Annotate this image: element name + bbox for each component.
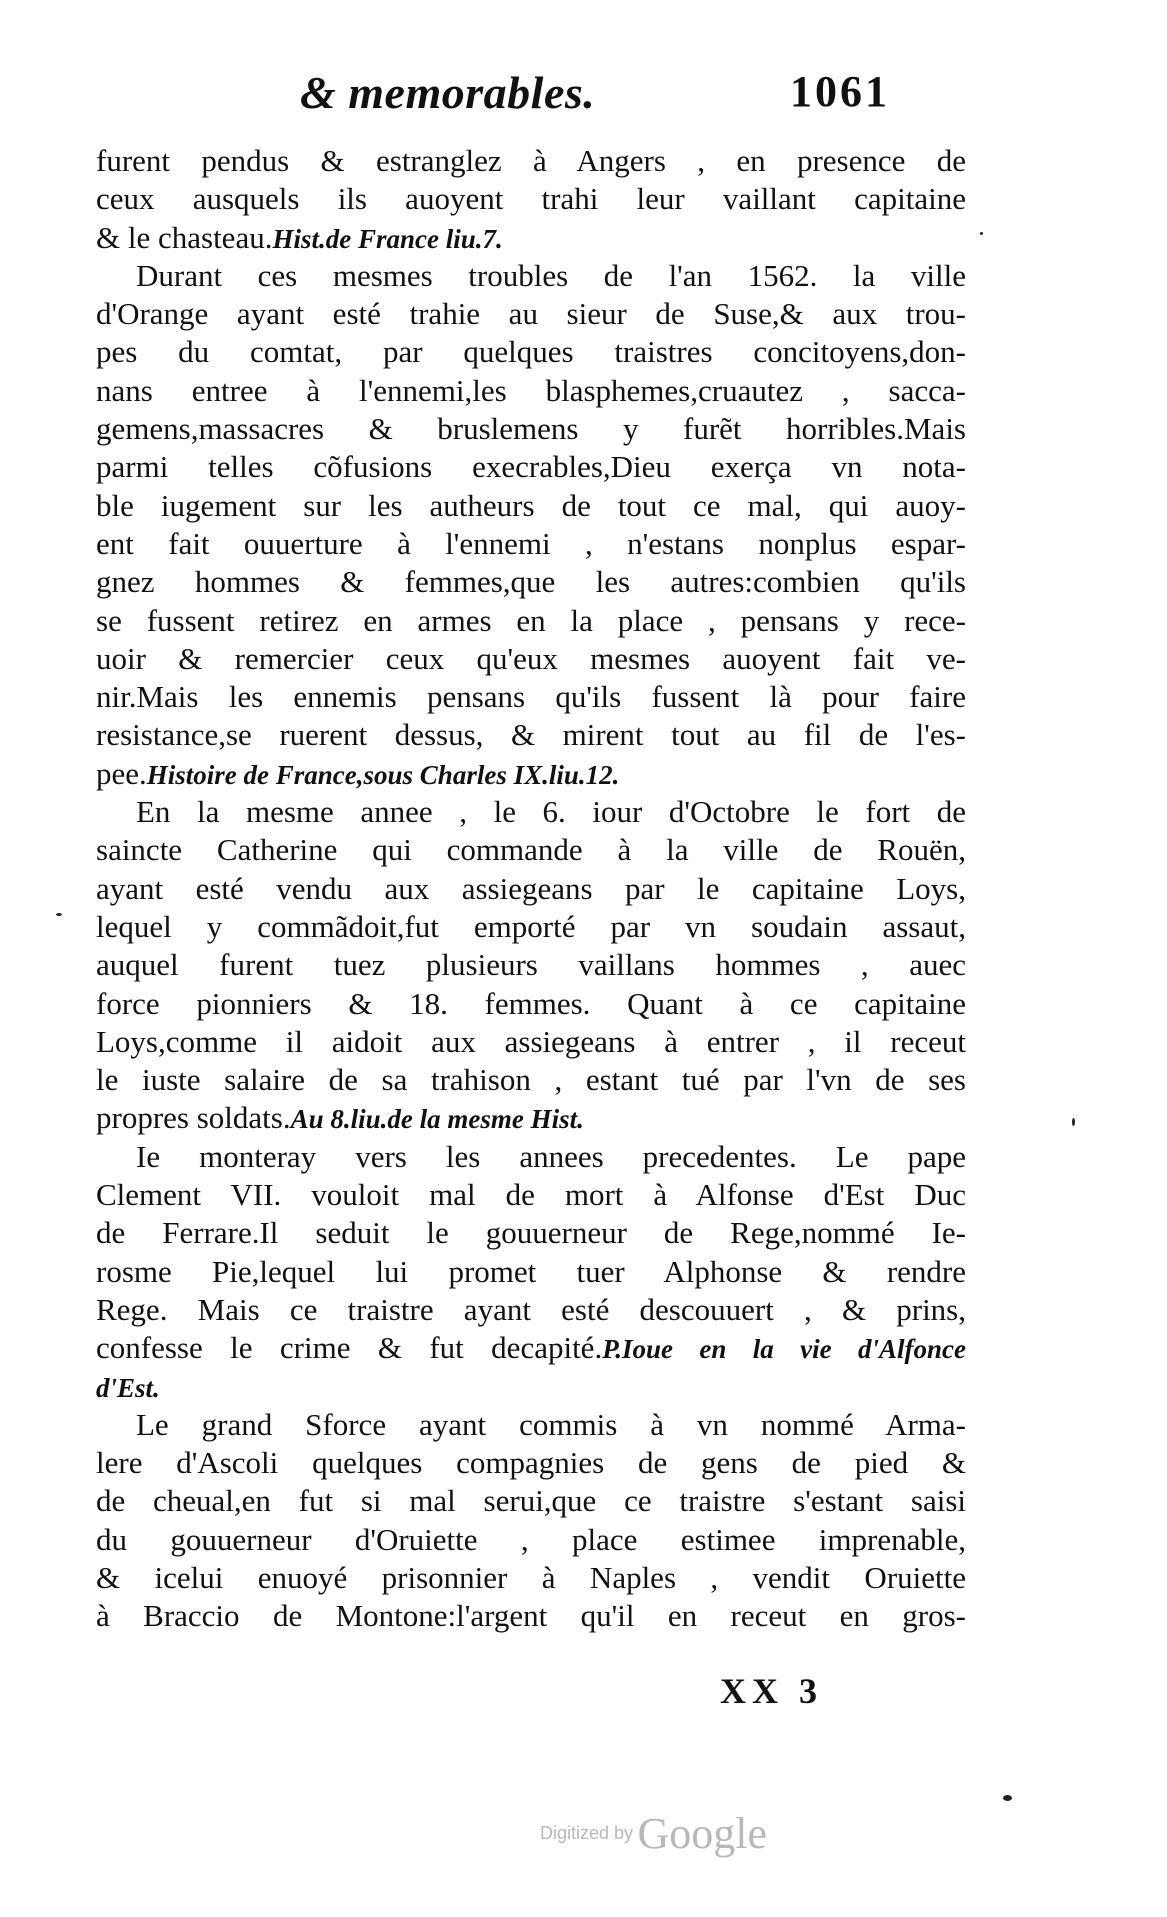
text-line bbox=[96, 985, 966, 1023]
text-line bbox=[96, 1253, 966, 1291]
watermark-brand: Google bbox=[637, 1809, 768, 1858]
text-line bbox=[96, 180, 966, 218]
text-line bbox=[96, 1023, 966, 1061]
text-line bbox=[96, 525, 966, 563]
text-line bbox=[96, 1368, 966, 1406]
citation: Histoire de France,sous Charles IX.liu.12. bbox=[146, 759, 620, 790]
line-text: ayant esté vendu aux assiegeans par le capitaine Loys, bbox=[96, 870, 966, 906]
line-text: parmi telles cõfusions execrables,Dieu exerça vn nota- bbox=[96, 449, 966, 485]
line-text: d'Orange ayant esté trahie au sieur de Suse,& aux trou- bbox=[96, 296, 966, 332]
text-line bbox=[96, 1559, 966, 1597]
text-line bbox=[96, 410, 966, 448]
line-text: rosme Pie,lequel lui promet tuer Alphonse & rendre bbox=[96, 1253, 966, 1289]
line-text: Ie monteray vers les annees precedentes. Le pape bbox=[136, 1138, 966, 1174]
text-line bbox=[96, 219, 966, 257]
citation: Au 8.liu.de la mesme Hist. bbox=[290, 1104, 584, 1135]
running-title: & memorables. bbox=[300, 67, 596, 118]
line-text: pee. bbox=[96, 755, 147, 791]
line-text: furent pendus & estranglez à Angers , en presence de bbox=[96, 143, 966, 178]
citation: d'Est. bbox=[96, 1372, 160, 1403]
text-line bbox=[96, 1444, 966, 1482]
body-text bbox=[96, 142, 966, 1636]
text-line bbox=[96, 1291, 966, 1329]
line-text: du gouuerneur d'Oruiette , place estimee imprenable, bbox=[96, 1521, 966, 1557]
text-line bbox=[96, 870, 966, 908]
line-text: de cheual,en fut si mal serui,que ce traistre s'estant saisi bbox=[96, 1483, 966, 1519]
text-line bbox=[96, 755, 966, 793]
line-text: confesse le crime & fut decapité. bbox=[96, 1330, 603, 1366]
line-text: Durant ces mesmes troubles de l'an 1562. la ville bbox=[136, 257, 966, 293]
line-text: à Braccio de Montone:l'argent qu'il en receut en gros- bbox=[96, 1598, 966, 1634]
line-text: force pionniers & 18. femmes. Quant à ce capitaine bbox=[96, 985, 966, 1021]
text-line bbox=[96, 678, 966, 716]
ink-speck bbox=[1072, 1118, 1075, 1126]
line-text: nir.Mais les ennemis pensans qu'ils fussent là pour faire bbox=[96, 679, 966, 715]
line-text: nans entree à l'ennemi,les blasphemes,cruautez , sacca- bbox=[96, 372, 966, 408]
watermark-prefix: Digitized by bbox=[540, 1823, 634, 1843]
citation: Hist.de France liu.7. bbox=[272, 223, 503, 254]
text-line bbox=[96, 142, 966, 180]
line-text: de Ferrare.Il seduit le gouuerneur de Rege,nommé Ie- bbox=[96, 1215, 966, 1251]
line-text: Le grand Sforce ayant commis à vn nommé Arma- bbox=[136, 1406, 966, 1442]
text-line bbox=[96, 372, 966, 410]
line-text: resistance,se ruerent dessus, & mirent tout au fil de l'es- bbox=[96, 717, 966, 753]
text-line bbox=[96, 1406, 966, 1444]
text-line bbox=[96, 1482, 966, 1520]
text-line bbox=[96, 831, 966, 869]
line-text: uoir & remercier ceux qu'eux mesmes auoyent fait ve- bbox=[96, 640, 966, 676]
line-text: lequel y commãdoit,fut emporté par vn soudain assaut, bbox=[96, 908, 966, 944]
text-line bbox=[96, 716, 966, 754]
text-line bbox=[96, 1099, 966, 1137]
text-line bbox=[96, 448, 966, 486]
line-text: le iuste salaire de sa trahison , estant tué par l'vn de ses bbox=[96, 1062, 966, 1098]
text-line bbox=[96, 1597, 966, 1635]
text-line bbox=[96, 333, 966, 371]
ink-speck bbox=[1003, 1795, 1012, 1801]
line-text: ble iugement sur les autheurs de tout ce mal, qui auoy- bbox=[96, 487, 966, 523]
page-number: 1061 bbox=[790, 67, 890, 116]
line-text: ceux ausquels ils auoyent trahi leur vaillant capitaine bbox=[96, 181, 966, 217]
line-text: lere d'Ascoli quelques compagnies de gens de pied & bbox=[96, 1445, 966, 1481]
line-text: Loys,comme il aidoit aux assiegeans à entrer , il receut bbox=[96, 1023, 966, 1059]
text-line bbox=[96, 1214, 966, 1252]
text-line bbox=[96, 793, 966, 831]
ink-speck bbox=[56, 913, 62, 916]
text-line bbox=[96, 602, 966, 640]
text-line bbox=[96, 640, 966, 678]
line-text: ent fait ouuerture à l'ennemi , n'estans nonplus espar- bbox=[96, 525, 966, 561]
text-line bbox=[96, 1521, 966, 1559]
line-text: En la mesme annee , le 6. iour d'Octobre le fort de bbox=[136, 794, 966, 830]
line-text: Clement VII. vouloit mal de mort à Alfonse d'Est Duc bbox=[96, 1177, 966, 1213]
text-line bbox=[96, 257, 966, 295]
text-line bbox=[96, 1329, 966, 1367]
line-text: auquel furent tuez plusieurs vaillans hommes , auec bbox=[96, 947, 966, 983]
text-line bbox=[96, 487, 966, 525]
signature-mark: XX 3 bbox=[720, 1671, 823, 1711]
line-text: propres soldats. bbox=[96, 1100, 291, 1136]
text-line bbox=[96, 1138, 966, 1176]
line-text: & le chasteau. bbox=[96, 219, 273, 255]
text-line bbox=[96, 946, 966, 984]
text-line bbox=[96, 1176, 966, 1214]
line-text: pes du comtat, par quelques traistres concitoyens,don- bbox=[96, 334, 966, 370]
line-text: gnez hommes & femmes,que les autres:combien qu'ils bbox=[96, 564, 966, 600]
text-line bbox=[96, 563, 966, 601]
line-text: saincte Catherine qui commande à la ville de Rouën, bbox=[96, 832, 966, 868]
text-line bbox=[96, 1061, 966, 1099]
text-line bbox=[96, 295, 966, 333]
line-text: se fussent retirez en armes en la place , pensans y rece- bbox=[96, 602, 966, 638]
line-text: gemens,massacres & bruslemens y furẽt horribles.Mais bbox=[96, 411, 966, 447]
text-line bbox=[96, 908, 966, 946]
line-text: & icelui enuoyé prisonnier à Naples , vendit Oruiette bbox=[96, 1559, 966, 1595]
ink-speck bbox=[980, 232, 983, 235]
digitized-watermark bbox=[540, 1808, 767, 1859]
citation: P.Ioue en la vie d'Alfonce bbox=[602, 1334, 966, 1365]
line-text: Rege. Mais ce traistre ayant esté descouuert , & prins, bbox=[96, 1291, 966, 1327]
